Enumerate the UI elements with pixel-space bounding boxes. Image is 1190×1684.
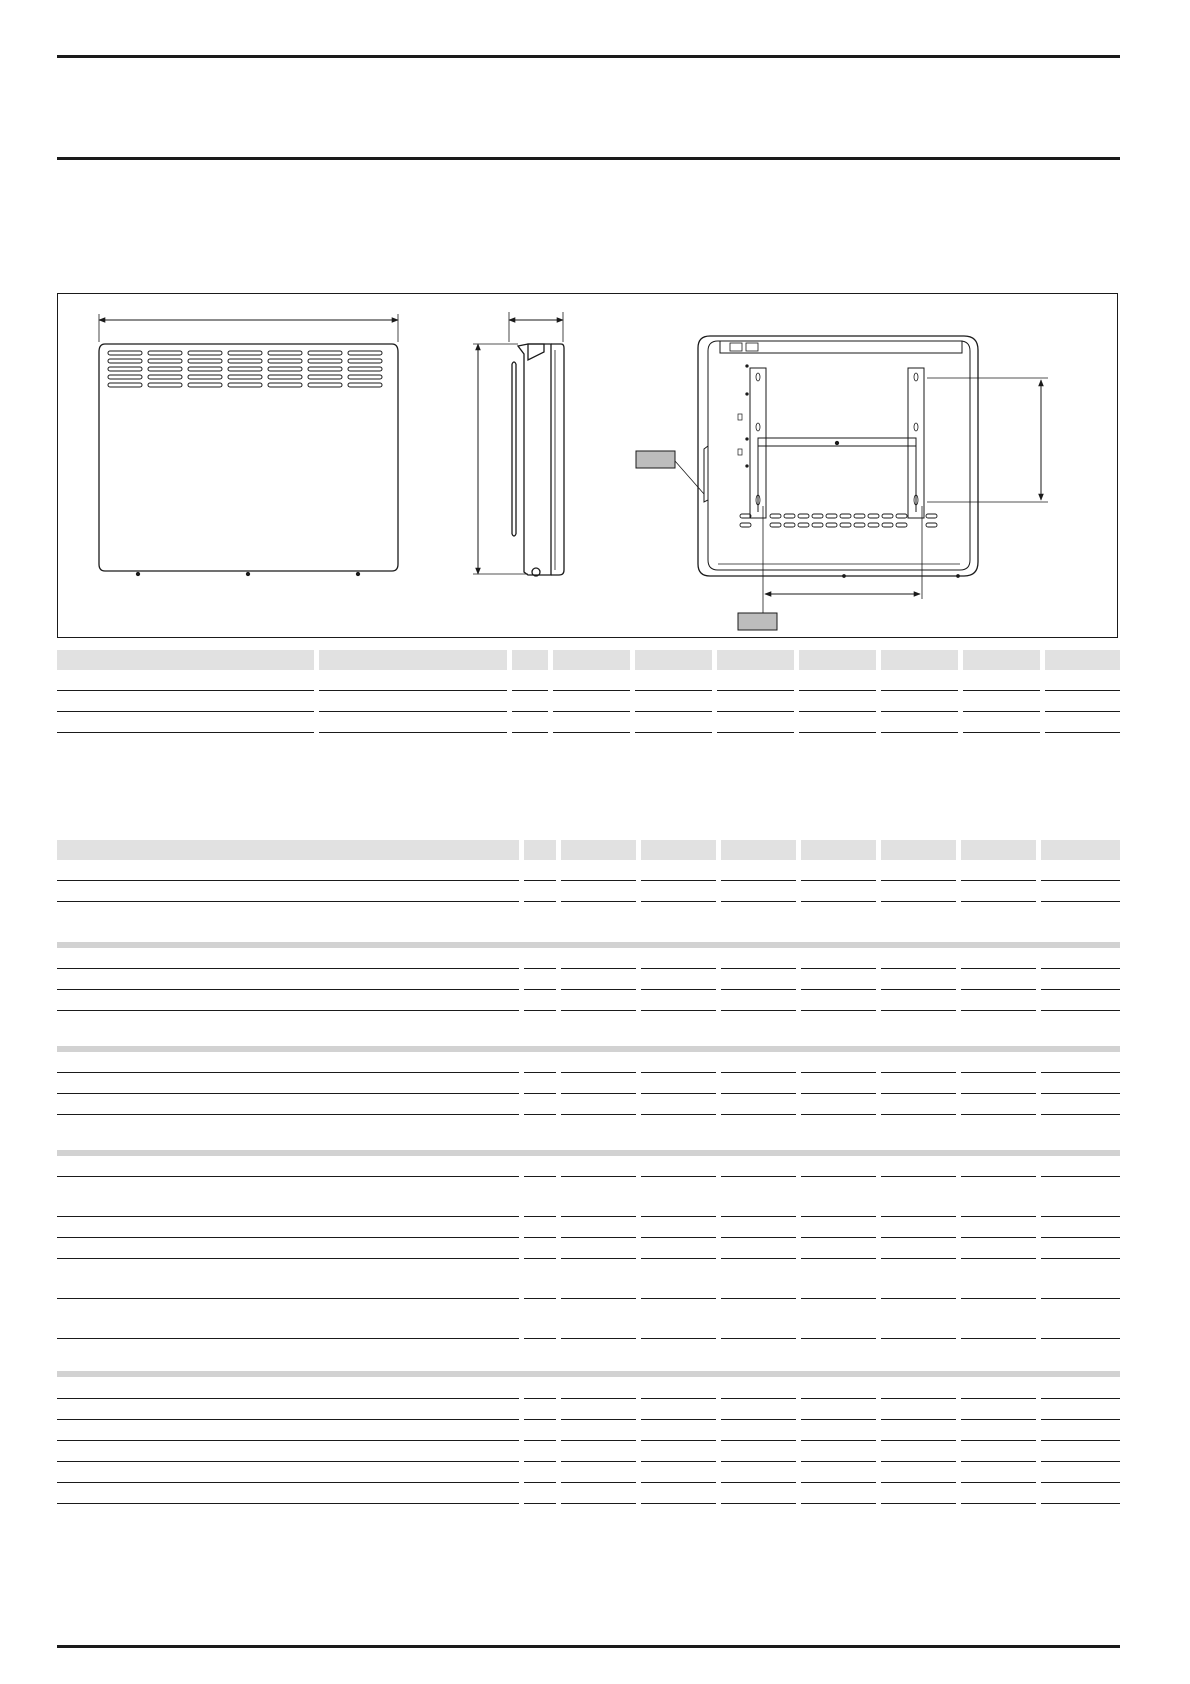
convector-front-view-drawing bbox=[99, 314, 398, 576]
table-row-line bbox=[57, 1503, 519, 1504]
table-row-line bbox=[57, 1072, 519, 1073]
callout-label-box bbox=[738, 599, 777, 630]
table-header-cell bbox=[801, 840, 876, 860]
table-row-line bbox=[641, 901, 716, 902]
table-row-line bbox=[881, 711, 958, 712]
table-row-line bbox=[57, 1216, 519, 1217]
table-row-line bbox=[801, 1461, 876, 1462]
table-row-line bbox=[524, 1503, 556, 1504]
table-row-line bbox=[1041, 1503, 1120, 1504]
table-row-line bbox=[799, 732, 876, 733]
table-row-line bbox=[881, 1419, 956, 1420]
table-row-line bbox=[319, 732, 507, 733]
table-header-cell bbox=[961, 840, 1036, 860]
table-row-line bbox=[641, 1503, 716, 1504]
table-row-line bbox=[801, 1419, 876, 1420]
dimensions-table bbox=[57, 650, 1120, 740]
table-row-line bbox=[801, 1338, 876, 1339]
table-row-line bbox=[961, 1114, 1036, 1115]
callout-label-box bbox=[636, 451, 704, 494]
table-row-line bbox=[561, 1298, 636, 1299]
table-row-line bbox=[1041, 968, 1120, 969]
table-row-line bbox=[961, 880, 1036, 881]
table-row-line bbox=[961, 1258, 1036, 1259]
table-row-line bbox=[721, 1093, 796, 1094]
table-row-line bbox=[1041, 1216, 1120, 1217]
table-row-line bbox=[561, 1072, 636, 1073]
table-row-line bbox=[801, 1482, 876, 1483]
top-rule bbox=[57, 55, 1120, 58]
table-header-cell bbox=[512, 650, 548, 670]
table-row-line bbox=[1041, 989, 1120, 990]
table-row-line bbox=[561, 1503, 636, 1504]
table-row-line bbox=[961, 901, 1036, 902]
table-row-line bbox=[561, 1176, 636, 1177]
table-row-line bbox=[961, 1010, 1036, 1011]
table-row-line bbox=[1041, 1482, 1120, 1483]
table-header-cell bbox=[881, 650, 958, 670]
table-row-line bbox=[57, 968, 519, 969]
table-section-band bbox=[57, 1371, 1120, 1377]
table-row-line bbox=[801, 1010, 876, 1011]
table-row-line bbox=[1045, 732, 1120, 733]
table-row-line bbox=[524, 880, 556, 881]
table-row-line bbox=[721, 1216, 796, 1217]
table-row-line bbox=[961, 1237, 1036, 1238]
table-row-line bbox=[961, 1419, 1036, 1420]
table-row-line bbox=[801, 880, 876, 881]
table-row-line bbox=[1041, 1114, 1120, 1115]
table-row-line bbox=[721, 1298, 796, 1299]
table-header-cell bbox=[1045, 650, 1120, 670]
table-header-cell bbox=[641, 840, 716, 860]
table-row-line bbox=[57, 1258, 519, 1259]
table-row-line bbox=[963, 711, 1040, 712]
table-row-line bbox=[881, 1503, 956, 1504]
table-row-line bbox=[881, 1440, 956, 1441]
table-row-line bbox=[561, 989, 636, 990]
table-header-cell bbox=[524, 840, 556, 860]
table-row-line bbox=[717, 690, 794, 691]
table-row-line bbox=[881, 1237, 956, 1238]
table-row-line bbox=[524, 901, 556, 902]
table-row-line bbox=[561, 1440, 636, 1441]
table-row-line bbox=[1041, 1010, 1120, 1011]
table-row-line bbox=[635, 732, 712, 733]
dimension-figure-panel bbox=[57, 293, 1118, 638]
table-header-cell bbox=[561, 840, 636, 860]
table-row-line bbox=[635, 690, 712, 691]
table-row-line bbox=[561, 880, 636, 881]
table-row-line bbox=[1045, 711, 1120, 712]
table-row-line bbox=[57, 1482, 519, 1483]
table-row-line bbox=[641, 1072, 716, 1073]
table-row-line bbox=[1041, 1176, 1120, 1177]
table-row-line bbox=[561, 1482, 636, 1483]
table-row-line bbox=[881, 989, 956, 990]
table-row-line bbox=[635, 711, 712, 712]
table-row-line bbox=[57, 1440, 519, 1441]
table-row-line bbox=[721, 1440, 796, 1441]
table-row-line bbox=[641, 1010, 716, 1011]
table-row-line bbox=[561, 1338, 636, 1339]
table-row-line bbox=[57, 711, 314, 712]
table-header-cell bbox=[57, 840, 519, 860]
table-row-line bbox=[512, 690, 548, 691]
table-row-line bbox=[553, 711, 630, 712]
table-row-line bbox=[1041, 1298, 1120, 1299]
table-row-line bbox=[881, 1461, 956, 1462]
table-row-line bbox=[881, 1093, 956, 1094]
table-row-line bbox=[721, 1114, 796, 1115]
table-row-line bbox=[553, 732, 630, 733]
table-row-line bbox=[524, 1482, 556, 1483]
table-row-line bbox=[961, 1398, 1036, 1399]
table-row-line bbox=[1041, 1338, 1120, 1339]
table-row-line bbox=[641, 1176, 716, 1177]
table-row-line bbox=[524, 968, 556, 969]
table-row-line bbox=[524, 1114, 556, 1115]
header-rule bbox=[57, 157, 1120, 160]
table-row-line bbox=[881, 1114, 956, 1115]
table-row-line bbox=[1041, 1072, 1120, 1073]
table-row-line bbox=[801, 1216, 876, 1217]
table-row-line bbox=[524, 1072, 556, 1073]
table-row-line bbox=[641, 1093, 716, 1094]
table-header-cell bbox=[57, 650, 314, 670]
table-row-line bbox=[1041, 1093, 1120, 1094]
table-row-line bbox=[561, 1237, 636, 1238]
table-row-line bbox=[57, 989, 519, 990]
footer-rule bbox=[57, 1645, 1120, 1648]
table-row-line bbox=[881, 1176, 956, 1177]
table-row-line bbox=[524, 1440, 556, 1441]
table-row-line bbox=[721, 989, 796, 990]
table-row-line bbox=[961, 1216, 1036, 1217]
table-row-line bbox=[721, 1419, 796, 1420]
table-row-line bbox=[641, 880, 716, 881]
table-row-line bbox=[801, 1176, 876, 1177]
table-row-line bbox=[881, 1338, 956, 1339]
table-row-line bbox=[717, 711, 794, 712]
table-header-cell bbox=[635, 650, 712, 670]
table-row-line bbox=[1041, 1258, 1120, 1259]
table-row-line bbox=[561, 1093, 636, 1094]
table-row-line bbox=[641, 1461, 716, 1462]
table-header-cell bbox=[963, 650, 1040, 670]
table-row-line bbox=[641, 1237, 716, 1238]
table-row-line bbox=[57, 1298, 519, 1299]
table-row-line bbox=[721, 1072, 796, 1073]
table-row-line bbox=[641, 1419, 716, 1420]
table-row-line bbox=[801, 968, 876, 969]
table-row-line bbox=[57, 690, 314, 691]
table-row-line bbox=[961, 968, 1036, 969]
table-row-line bbox=[57, 1093, 519, 1094]
table-header-cell bbox=[717, 650, 794, 670]
table-row-line bbox=[961, 1338, 1036, 1339]
table-row-line bbox=[641, 1114, 716, 1115]
table-row-line bbox=[961, 1072, 1036, 1073]
table-row-line bbox=[961, 1298, 1036, 1299]
table-row-line bbox=[801, 1093, 876, 1094]
table-row-line bbox=[641, 1216, 716, 1217]
table-row-line bbox=[721, 1503, 796, 1504]
table-row-line bbox=[801, 989, 876, 990]
table-row-line bbox=[524, 1398, 556, 1399]
table-row-line bbox=[57, 1461, 519, 1462]
table-row-line bbox=[881, 1298, 956, 1299]
table-row-line bbox=[961, 1482, 1036, 1483]
table-header-cell bbox=[881, 840, 956, 860]
table-row-line bbox=[641, 1440, 716, 1441]
table-row-line bbox=[799, 711, 876, 712]
table-row-line bbox=[57, 1176, 519, 1177]
table-row-line bbox=[881, 1258, 956, 1259]
table-row-line bbox=[801, 1503, 876, 1504]
table-row-line bbox=[881, 732, 958, 733]
table-row-line bbox=[1041, 901, 1120, 902]
table-section-band bbox=[57, 942, 1120, 948]
table-row-line bbox=[1041, 880, 1120, 881]
table-row-line bbox=[524, 1258, 556, 1259]
table-row-line bbox=[801, 1114, 876, 1115]
table-row-line bbox=[57, 732, 314, 733]
table-row-line bbox=[881, 880, 956, 881]
table-row-line bbox=[721, 1176, 796, 1177]
table-row-line bbox=[561, 901, 636, 902]
table-row-line bbox=[801, 1440, 876, 1441]
table-header-cell bbox=[799, 650, 876, 670]
table-row-line bbox=[799, 690, 876, 691]
table-row-line bbox=[881, 690, 958, 691]
table-row-line bbox=[801, 1298, 876, 1299]
table-row-line bbox=[57, 901, 519, 902]
table-row-line bbox=[57, 1419, 519, 1420]
table-row-line bbox=[881, 901, 956, 902]
table-row-line bbox=[1041, 1398, 1120, 1399]
table-row-line bbox=[641, 1338, 716, 1339]
table-row-line bbox=[961, 1093, 1036, 1094]
table-row-line bbox=[881, 1072, 956, 1073]
table-row-line bbox=[1041, 1461, 1120, 1462]
table-section-band bbox=[57, 1046, 1120, 1052]
table-row-line bbox=[561, 1216, 636, 1217]
table-row-line bbox=[721, 880, 796, 881]
table-row-line bbox=[641, 1258, 716, 1259]
table-row-line bbox=[721, 1237, 796, 1238]
table-row-line bbox=[561, 968, 636, 969]
table-row-line bbox=[881, 1398, 956, 1399]
table-header-cell bbox=[1041, 840, 1120, 860]
table-row-line bbox=[881, 1010, 956, 1011]
table-row-line bbox=[524, 1338, 556, 1339]
table-row-line bbox=[641, 968, 716, 969]
table-row-line bbox=[57, 1237, 519, 1238]
table-row-line bbox=[961, 1503, 1036, 1504]
table-row-line bbox=[524, 1237, 556, 1238]
table-row-line bbox=[963, 690, 1040, 691]
table-section-band bbox=[57, 1150, 1120, 1156]
table-row-line bbox=[801, 1072, 876, 1073]
table-row-line bbox=[1045, 690, 1120, 691]
table-row-line bbox=[319, 711, 507, 712]
table-row-line bbox=[561, 1114, 636, 1115]
table-row-line bbox=[721, 1482, 796, 1483]
table-row-line bbox=[961, 1461, 1036, 1462]
table-row-line bbox=[721, 1338, 796, 1339]
table-row-line bbox=[641, 989, 716, 990]
table-row-line bbox=[801, 1237, 876, 1238]
table-row-line bbox=[524, 1176, 556, 1177]
table-row-line bbox=[561, 1258, 636, 1259]
table-row-line bbox=[963, 732, 1040, 733]
table-row-line bbox=[881, 1482, 956, 1483]
table-row-line bbox=[57, 1114, 519, 1115]
table-row-line bbox=[57, 1398, 519, 1399]
table-row-line bbox=[721, 968, 796, 969]
table-row-line bbox=[524, 1461, 556, 1462]
table-row-line bbox=[801, 901, 876, 902]
table-row-line bbox=[319, 690, 507, 691]
table-row-line bbox=[512, 732, 548, 733]
table-row-line bbox=[961, 1176, 1036, 1177]
table-row-line bbox=[721, 1010, 796, 1011]
convector-rear-view-with-wall-bracket-drawing bbox=[698, 336, 1048, 599]
table-row-line bbox=[1041, 1419, 1120, 1420]
table-row-line bbox=[57, 1338, 519, 1339]
table-row-line bbox=[561, 1419, 636, 1420]
table-row-line bbox=[561, 1461, 636, 1462]
table-row-line bbox=[1041, 1237, 1120, 1238]
table-row-line bbox=[881, 1216, 956, 1217]
table-header-cell bbox=[319, 650, 507, 670]
table-row-line bbox=[524, 1419, 556, 1420]
table-row-line bbox=[1041, 1440, 1120, 1441]
technical-data-table bbox=[57, 840, 1120, 1500]
table-row-line bbox=[717, 732, 794, 733]
table-row-line bbox=[721, 1398, 796, 1399]
table-row-line bbox=[721, 1258, 796, 1259]
table-row-line bbox=[801, 1258, 876, 1259]
table-row-line bbox=[641, 1398, 716, 1399]
table-header-cell bbox=[721, 840, 796, 860]
table-row-line bbox=[561, 1398, 636, 1399]
table-row-line bbox=[524, 1216, 556, 1217]
table-row-line bbox=[721, 1461, 796, 1462]
table-row-line bbox=[524, 1298, 556, 1299]
table-row-line bbox=[553, 690, 630, 691]
table-row-line bbox=[57, 880, 519, 881]
convector-side-view-drawing bbox=[473, 312, 564, 576]
table-row-line bbox=[641, 1482, 716, 1483]
table-row-line bbox=[881, 968, 956, 969]
table-header-cell bbox=[553, 650, 630, 670]
table-row-line bbox=[961, 1440, 1036, 1441]
table-row-line bbox=[961, 989, 1036, 990]
table-row-line bbox=[512, 711, 548, 712]
table-row-line bbox=[524, 1093, 556, 1094]
table-row-line bbox=[801, 1398, 876, 1399]
table-row-line bbox=[721, 901, 796, 902]
table-row-line bbox=[561, 1010, 636, 1011]
table-row-line bbox=[524, 989, 556, 990]
table-row-line bbox=[57, 1010, 519, 1011]
table-row-line bbox=[641, 1298, 716, 1299]
table-row-line bbox=[524, 1010, 556, 1011]
